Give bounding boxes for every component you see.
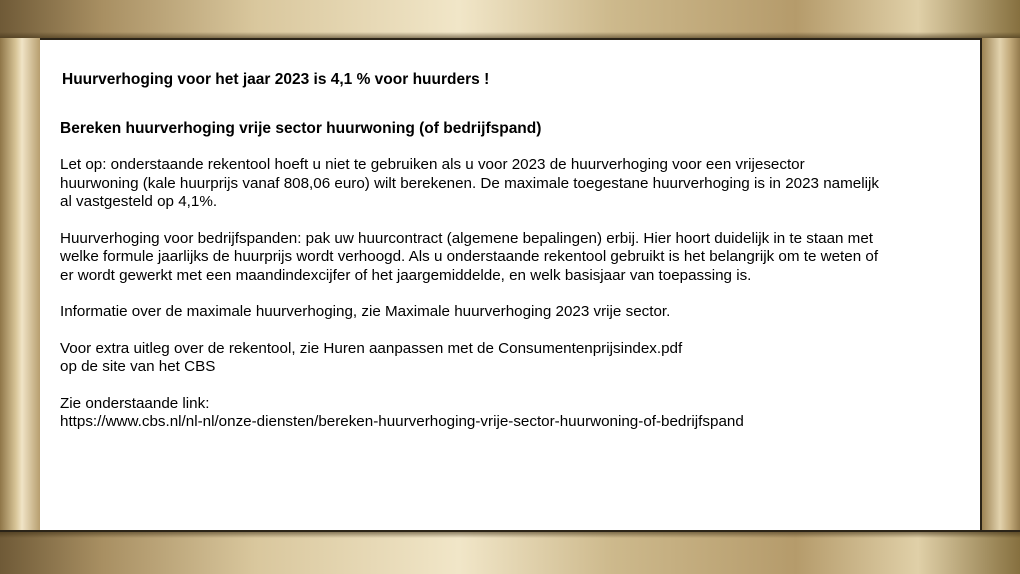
frame-top xyxy=(0,0,1020,40)
paragraph-business xyxy=(60,230,960,286)
paragraph-extra xyxy=(60,340,960,377)
text-line: Informatie over de maximale huurverhoging, zie Maximale huurverhoging 2023 vrije sector. xyxy=(60,303,671,320)
content-panel xyxy=(40,40,980,530)
section-heading: Bereken huurverhoging vrije sector huurwoning (of bedrijfspand) xyxy=(60,119,542,137)
frame-bottom xyxy=(0,530,1020,574)
text-line: Huurverhoging voor bedrijfspanden: pak uw huurcontract (algemene bepalingen) erbij. Hier hoort duidelijk in te staan met xyxy=(60,229,873,247)
text-line: Let op: onderstaande rekentool hoeft u niet te gebruiken als u voor 2023 de huurverhoging voor een vrijesector xyxy=(60,156,805,173)
page-title: Huurverhoging voor het jaar 2023 is 4,1 % voor huurders ! xyxy=(62,71,490,88)
cbs-link[interactable]: https://www.cbs.nl/nl-nl/onze-diensten/bereken-huurverhoging-vrije-sector-huurwoning-of-bedrijfspand xyxy=(60,413,744,430)
text-line: welke formule jaarlijks de huurprijs wordt verhoogd. Als u onderstaande rekentool gebruikt is het belangrijk om te weten of xyxy=(60,248,879,265)
paragraph-note xyxy=(60,156,960,212)
text-line: op de site van het CBS xyxy=(60,358,216,375)
frame-left xyxy=(0,38,42,530)
paragraph-link xyxy=(60,395,960,432)
link-intro: Zie onderstaande link: xyxy=(60,394,210,412)
frame-right xyxy=(980,38,1020,530)
text-line: Voor extra uitleg over de rekentool, zie Huren aanpassen met de Consumentenprijsindex.pdf xyxy=(60,339,683,357)
text-line: huurwoning (kale huurprijs vanaf 808,06 euro) wilt berekenen. De maximale toegestane huurverhoging is in 2023 namelijk xyxy=(60,174,879,192)
text-line: er wordt gewerkt met een maandindexcijfer of het jaargemiddelde, en welk basisjaar van toepassing is. xyxy=(60,266,752,284)
text-line: al vastgesteld op 4,1%. xyxy=(60,193,218,210)
paragraph-info xyxy=(60,303,960,322)
